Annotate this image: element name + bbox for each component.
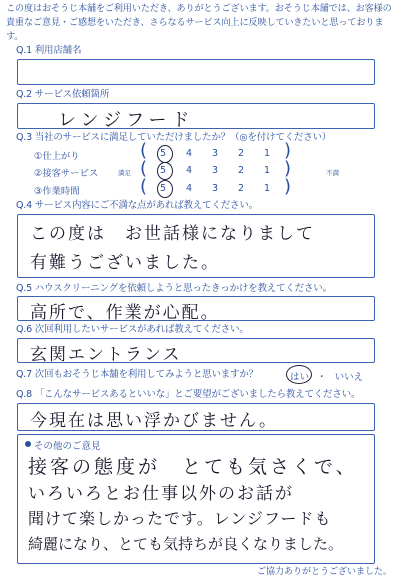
q3-dissatisfied-label: 不満 — [326, 169, 339, 177]
q3-scale-value[interactable]: 1 — [263, 148, 271, 159]
q3-scale-value[interactable]: 2 — [237, 183, 245, 194]
q3-label: Q.3 当社のサービスに満足していただけましたか？（◎を付けてください） — [16, 132, 332, 143]
q7-no-option[interactable]: いいえ — [334, 372, 364, 383]
q6-answer: 玄関エントランス — [30, 345, 182, 365]
q4-answer-line1: この度は お世話様になりまして — [30, 224, 315, 244]
q2-answer-box[interactable] — [17, 103, 375, 129]
q3-scale-value[interactable]: 2 — [237, 165, 245, 176]
q8-label: Q.8 「こんなサービスあるといいな」とご要望がございましたら教えてください。 — [16, 389, 361, 400]
q3-bracket-left: ( — [140, 140, 148, 161]
q3-scale-value[interactable]: 1 — [263, 183, 271, 194]
q3-selected-mark-finish — [157, 145, 173, 163]
q7-separator: ・ — [317, 372, 327, 383]
q3-bracket-right: ) — [284, 140, 292, 161]
q3-scale-value[interactable]: 2 — [237, 148, 245, 159]
q3-selected-mark-service — [157, 162, 173, 180]
q3-item-service-label: ②接客サービス — [34, 168, 99, 179]
q1-label: Q.1 利用店舗名 — [16, 45, 82, 56]
q6-label: Q.6 次回利用したいサービスがあれば教えてください。 — [16, 324, 249, 335]
q3-scale-value[interactable]: 1 — [263, 165, 271, 176]
q3-bracket-left: ( — [140, 176, 148, 197]
q4-label: Q.4 サービス内容にご不満な点があれば教えてください。 — [16, 200, 258, 211]
q3-scale-value[interactable]: 5 — [159, 148, 167, 159]
q7-selected-mark — [286, 365, 312, 384]
q3-scale-value[interactable]: 3 — [211, 148, 219, 159]
footer-thanks: ご協力ありがとうございました。 — [256, 567, 392, 577]
q5-label: Q.5 ハウスクリーニングを依頼しようと思ったきっかけを教えてください。 — [16, 283, 332, 294]
q3-scale-value[interactable]: 5 — [159, 165, 167, 176]
q7-label: Q.7 次回もおそうじ本舗を利用してみようと思いますか？ — [16, 369, 258, 380]
q4-answer-box[interactable] — [17, 214, 375, 278]
q4-answer-line2: 有難うございました。 — [30, 253, 220, 273]
q7-yes-option[interactable]: はい — [290, 372, 310, 383]
q3-scale-value[interactable]: 3 — [211, 165, 219, 176]
q1-answer-box[interactable] — [17, 59, 375, 85]
q3-scale-value[interactable]: 3 — [211, 183, 219, 194]
other-comments-line3: 聞けて楽しかったです。レンジフードも — [28, 509, 332, 528]
intro-text: この度はおそうじ本舗をご利用いただき、ありがとうございます。おそうじ本舗では、お客様の貴重なご意見・ご感想をいただき、さらなるサービス向上に反映していきたいと思っております。 — [6, 4, 392, 42]
q2-answer: レンジフード — [58, 110, 195, 131]
q3-item-finish-label: ①仕上がり — [34, 151, 80, 162]
q3-scale-value[interactable]: 4 — [185, 148, 193, 159]
q3-selected-mark-time — [157, 180, 173, 198]
q8-answer: 今現在は思い浮かびません。 — [30, 411, 279, 431]
q3-satisfied-label: 満足 — [118, 169, 131, 177]
other-comments-line4: 綺麗になり、とても気持ちが良くなりました。 — [28, 535, 344, 553]
q3-item-time-label: ③作業時間 — [34, 186, 80, 197]
q3-scale-value[interactable]: 4 — [185, 183, 193, 194]
q2-label: Q.2 サービス依頼箇所 — [16, 89, 110, 100]
q5-answer-box[interactable] — [17, 296, 375, 321]
bullet-icon — [25, 441, 31, 447]
q3-bracket-right: ) — [284, 158, 292, 179]
q3-scale-value[interactable]: 4 — [185, 165, 193, 176]
q6-answer-box[interactable] — [17, 338, 375, 363]
other-comments-label: その他のご意見 — [34, 441, 101, 452]
q3-bracket-right: ) — [284, 176, 292, 197]
q8-answer-box[interactable] — [17, 403, 375, 431]
q3-scale-value[interactable]: 5 — [159, 183, 167, 194]
q3-bracket-left: ( — [140, 158, 148, 179]
q5-answer: 高所で、作業が心配。 — [30, 303, 220, 323]
other-comments-line2: いろいろとお仕事以外のお話が — [28, 484, 294, 504]
other-comments-line1: 接客の態度が とても気さくで、 — [28, 456, 358, 478]
